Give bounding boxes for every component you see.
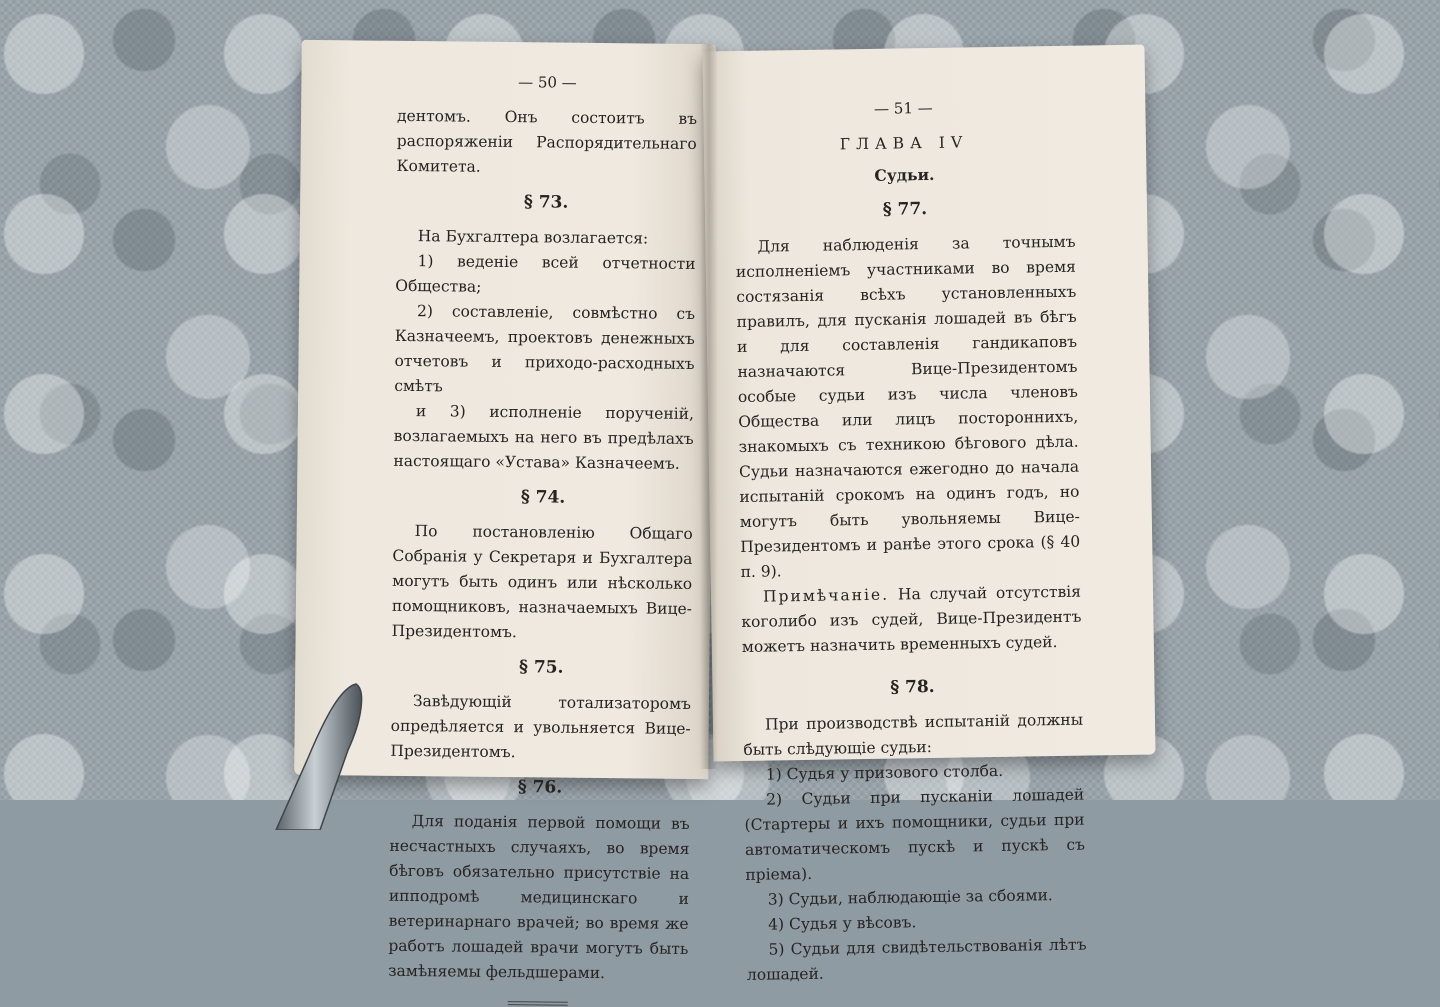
section-76-text: Для поданія первой помощи въ несчастныхъ случаяхъ, во время бѣговъ обязательно присутствіе на ипподромѣ медицинскаго и ветеринарнаго врачей; во время же работъ лошадей врачи могутъ быть замѣняемы фельдшерами. xyxy=(388,812,690,983)
section-73-item-2: 2) составленіе, совмѣстно съ Казначеемъ, проектовъ денежныхъ отчетовъ и приходо-расходныхъ смѣтъ xyxy=(394,302,696,396)
chapter-title: Судьи. xyxy=(874,164,935,185)
section-78-item-4: 4) Судья у вѣсовъ. xyxy=(768,913,917,934)
section-73-item-3: и 3) исполненіе порученій, возлагаемыхъ на него въ предѣлахъ настоящаго «Устава» Казначеемъ. xyxy=(393,402,695,473)
end-rule xyxy=(508,1001,568,1006)
section-77-text: Для наблюденія за точнымъ исполненіемъ участниками во время состязанія всѣхъ установленныхъ правилъ, для пусканія лошадей въ бѣгъ и для составленія гандикаповъ назначаются Вице-Президентомъ особые судьи изъ числа членовъ Общества или лицъ постороннихъ, знакомыхъ съ техникою бѣгового дѣла. Судьи назначаются ежегодно до начала испытаній срокомъ на одинъ годъ, но могутъ быть увольняемы Вице-Президентомъ и ранѣе этого срока (§ 40 п. 9). xyxy=(735,232,1081,581)
section-74-text: По постановленію Общаго Собранія у Секретаря и Бухгалтера могутъ быть одинъ или нѣсколько помощниковъ, назначаемыхъ Вице-Президентомъ. xyxy=(391,522,693,642)
section-78-heading: § 78. xyxy=(890,676,935,698)
book-spine-shadow xyxy=(700,44,718,769)
section-78-item-5: 5) Судьи для свидѣтельствованія лѣтъ лошадей. xyxy=(746,935,1087,984)
left-page-text xyxy=(388,69,698,1007)
section-78-item-2: 2) Судьи при пусканіи лошадей (Стартеры и ихъ помощники, судьи при автоматическомъ пускѣ и пускѣ съ пріема). xyxy=(744,785,1086,884)
section-78-item-1: 1) Судья у призового столба. xyxy=(765,761,1004,784)
section-75-heading: § 75. xyxy=(518,657,564,678)
book-page-right xyxy=(702,45,1155,984)
section-73-lead: На Бухгалтера возлагается: xyxy=(417,227,649,248)
section-77-note xyxy=(741,580,1082,660)
section-73-item-1: 1) веденіе всей отчетности Общества; xyxy=(395,252,696,296)
section-75-text: Завѣдующій тотализаторомъ опредѣляется и увольняется Вице-Президентомъ. xyxy=(390,692,692,762)
chapter-heading: ГЛАВА IV xyxy=(839,133,969,154)
section-74-heading: § 74. xyxy=(520,487,566,508)
right-page-text xyxy=(733,94,1087,988)
section-73-heading: § 73. xyxy=(523,192,569,213)
section-78-item-3: 3) Судьи, наблюдающіе за сбоями. xyxy=(767,886,1053,909)
section-76-heading: § 76. xyxy=(517,777,563,798)
section-78-lead: При производствѣ испытаній должны быть слѣдующіе судьи: xyxy=(743,710,1084,759)
note-text: На случай отсутствія коголибо изъ судей, Вице-Президентъ можетъ назначить временныхъ судей. xyxy=(741,582,1082,656)
page-number-50: — 50 — xyxy=(518,73,577,92)
continued-paragraph: дентомъ. Онъ состоитъ въ распоряженіи Распорядительнаго Комитета. xyxy=(396,106,698,176)
letter-opener-blade xyxy=(268,680,378,830)
note-label: Примѣчаніе. xyxy=(762,585,890,606)
book-page-left xyxy=(294,40,716,983)
section-77-heading: § 77. xyxy=(882,199,928,220)
page-number-51: — 51 — xyxy=(873,98,933,118)
